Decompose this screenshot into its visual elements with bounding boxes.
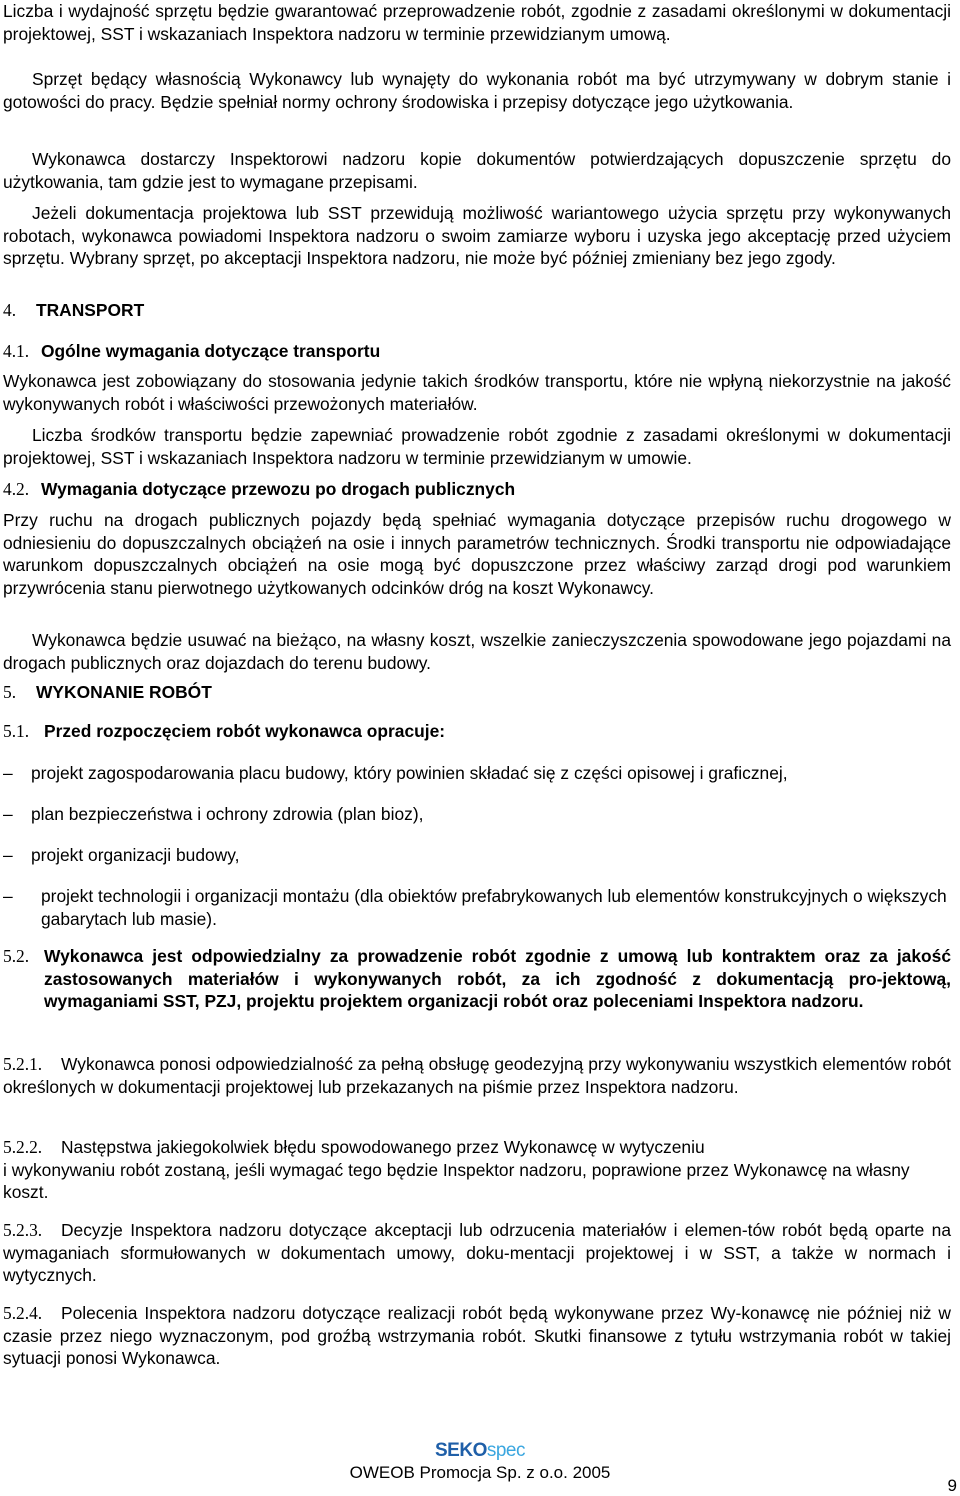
section-heading-execution (3, 681, 951, 703)
paragraph-text: Polecenia Inspektora nadzoru dotyczące realizacji robót będą wykonywane przez Wy-konawcę nie później niż w czasie przez niego wyznaczonym, pod groźbą wstrzymania robót. Skutki finansowe z tytułu wstrzymania robót w takiej sytuacji ponosi Wykonawca. (3, 1303, 951, 1369)
list-item (3, 844, 951, 867)
list-item-text: projekt zagospodarowania placu budowy, który powinien składać się z części opisowej i graficznej, (31, 763, 788, 783)
subsection-heading-5-1 (3, 720, 951, 742)
paragraph-5-2-1 (3, 1053, 951, 1098)
paragraph-number: 5.2.4. (3, 1303, 43, 1323)
paragraph-transport-general: Wykonawca jest zobowiązany do stosowania jedynie takich środków transportu, które nie wpłyną niekorzystnie na jakość wykonywanych robót i właściwości przewożonych materiałów. (3, 371, 951, 414)
subsection-title: Wykonawca jest odpowiedzialny za prowadzenie robót zgodnie z umową lub kontraktem oraz za jakość zastosowanych materiałów i wykonywanych robót, za ich zgodność z dokumentacją pro-jektową, wymaganiami SST, PZJ, projektu projektem organizacji robót oraz poleceniami Inspektora nadzoru. (44, 946, 951, 1012)
dash-bullet: – (3, 886, 13, 906)
subsection-heading-4-2 (3, 478, 951, 500)
paragraph-text: i wykonywaniu robót zostaną, jeśli wymagać tego będzie Inspektor nadzoru, poprawione przez Wykonawcę na własny koszt. (3, 1159, 910, 1203)
list-item-text: projekt technologii i organizacji montażu (dla obiektów prefabrykowanych lub elementów konstrukcyjnych o większych gabarytach lub masie). (41, 886, 947, 929)
section-title: TRANSPORT (36, 300, 145, 320)
paragraph-text: Następstwa jakiegokolwiek błędu spowodowanego przez Wykonawcę w wytyczeniu (61, 1137, 705, 1157)
paragraph-equipment-ownership: Sprzęt będący własnością Wykonawcy lub wynajęty do wykonania robót ma być utrzymywany w dobrym stanie i gotowości do pracy. Będzie spełniał normy ochrony środowiska i przepisy dotyczące jego użytkowania. (3, 69, 951, 112)
footer-brand-logo (0, 1440, 960, 1462)
subsection-title: Przed rozpoczęciem robót wykonawca opracuje: (44, 721, 446, 741)
page-number: 9 (947, 1476, 957, 1495)
list-item (3, 803, 951, 826)
paragraph-equipment-quantity: Liczba i wydajność sprzętu będzie gwarantować przeprowadzenie robót, zgodnie z zasadami określonymi w dokumentacji projektowej, SST i wskazaniach Inspektora nadzoru w terminie przewidzianym umową. (3, 1, 951, 44)
footer-company: OWEOB Promocja Sp. z o.o. 2005 (349, 1463, 611, 1482)
paragraph-number: 5.2.2. (3, 1137, 43, 1157)
paragraph-road-cleaning: Wykonawca będzie usuwać na bieżąco, na własny koszt, wszelkie zanieczyszczenia spowodowane jego pojazdami na drogach publicznych oraz dojazdach do terenu budowy. (3, 630, 951, 673)
paragraph-5-2-2 (3, 1136, 951, 1204)
paragraph-text: Wykonawca ponosi odpowiedzialność za pełną obsługę geodezyjną przy wykonywaniu wszystkich elementów robót określonych w dokumentacji projektowej lub przekazanych na piśmie przez Inspektora nadzoru. (3, 1054, 951, 1097)
paragraph-equipment-variants: Jeżeli dokumentacja projektowa lub SST przewidują możliwość wariantowego użycia sprzętu przy wykonywanych robotach, wykonawca powiadomi Inspektora nadzoru o swoim zamiarze wyboru i uzyska jego akceptację przed użyciem sprzętu. Wybrany sprzęt, po akceptacji Inspektora nadzoru, nie może być później zmieniany bez jego zgody. (3, 203, 951, 269)
paragraph-5-2-3 (3, 1219, 951, 1287)
subsection-heading-4-1 (3, 340, 951, 362)
section-heading-transport (3, 299, 951, 321)
list-item-text: plan bezpieczeństwa i ochrony zdrowia (plan bioz), (31, 804, 424, 824)
paragraph-transport-quantity: Liczba środków transportu będzie zapewniać prowadzenie robót zgodnie z zasadami określonymi w dokumentacji projektowej, SST i wskazaniach Inspektora nadzoru w terminie przewidzianym w umowie. (3, 425, 951, 468)
dash-bullet: – (3, 845, 13, 865)
dash-bullet: – (3, 804, 13, 824)
section-number: 5. (3, 682, 17, 702)
subsection-number: 5.1. (3, 721, 30, 741)
brand-part-spec: spec (486, 1440, 525, 1461)
subsection-number: 4.2. (3, 479, 30, 499)
paragraph-equipment-documents: Wykonawca dostarczy Inspektorowi nadzoru kopie dokumentów potwierdzających dopuszczenie sprzętu do użytkowania, tam gdzie jest to wymagane przepisami. (3, 149, 951, 192)
subsection-title: Wymagania dotyczące przewozu po drogach publicznych (41, 479, 516, 499)
subsection-title: Ogólne wymagania dotyczące transportu (41, 341, 381, 361)
paragraph-number: 5.2.1. (3, 1054, 43, 1074)
brand-part-seko: SEKO (435, 1440, 487, 1461)
subsection-number: 4.1. (3, 341, 30, 361)
paragraph-public-roads: Przy ruchu na drogach publicznych pojazdy będą spełniać wymagania dotyczące przepisów ruchu drogowego w odniesieniu do dopuszczalnych obciążeń na osie i innych parametrów technicznych. Środki transportu nie odpowiadające warunkom dopuszczalnych obciążeń na osie mogą być dopuszczone przez właściwy zarząd drogi pod warunkiem przywrócenia stanu pierwotnego użytkowanych odcinków dróg na koszt Wykonawcy. (3, 510, 951, 598)
dash-bullet: – (3, 763, 13, 783)
subsection-number: 5.2. (3, 946, 30, 966)
paragraph-text: Decyzje Inspektora nadzoru dotyczące akceptacji lub odrzucenia materiałów i elemen-tów robót będą oparte na wymaganiach sformułowanych w dokumentach umowy, doku-mentacji projektowej i w SST, a także w normach i wytycznych. (3, 1220, 951, 1286)
paragraph-5-2-4 (3, 1302, 951, 1370)
subsection-heading-5-2 (3, 945, 951, 1013)
section-number: 4. (3, 300, 17, 320)
paragraph-number: 5.2.3. (3, 1220, 43, 1240)
list-item (3, 762, 951, 785)
list-item (3, 885, 951, 930)
section-title: WYKONANIE ROBÓT (36, 682, 212, 702)
list-item-text: projekt organizacji budowy, (31, 845, 240, 865)
